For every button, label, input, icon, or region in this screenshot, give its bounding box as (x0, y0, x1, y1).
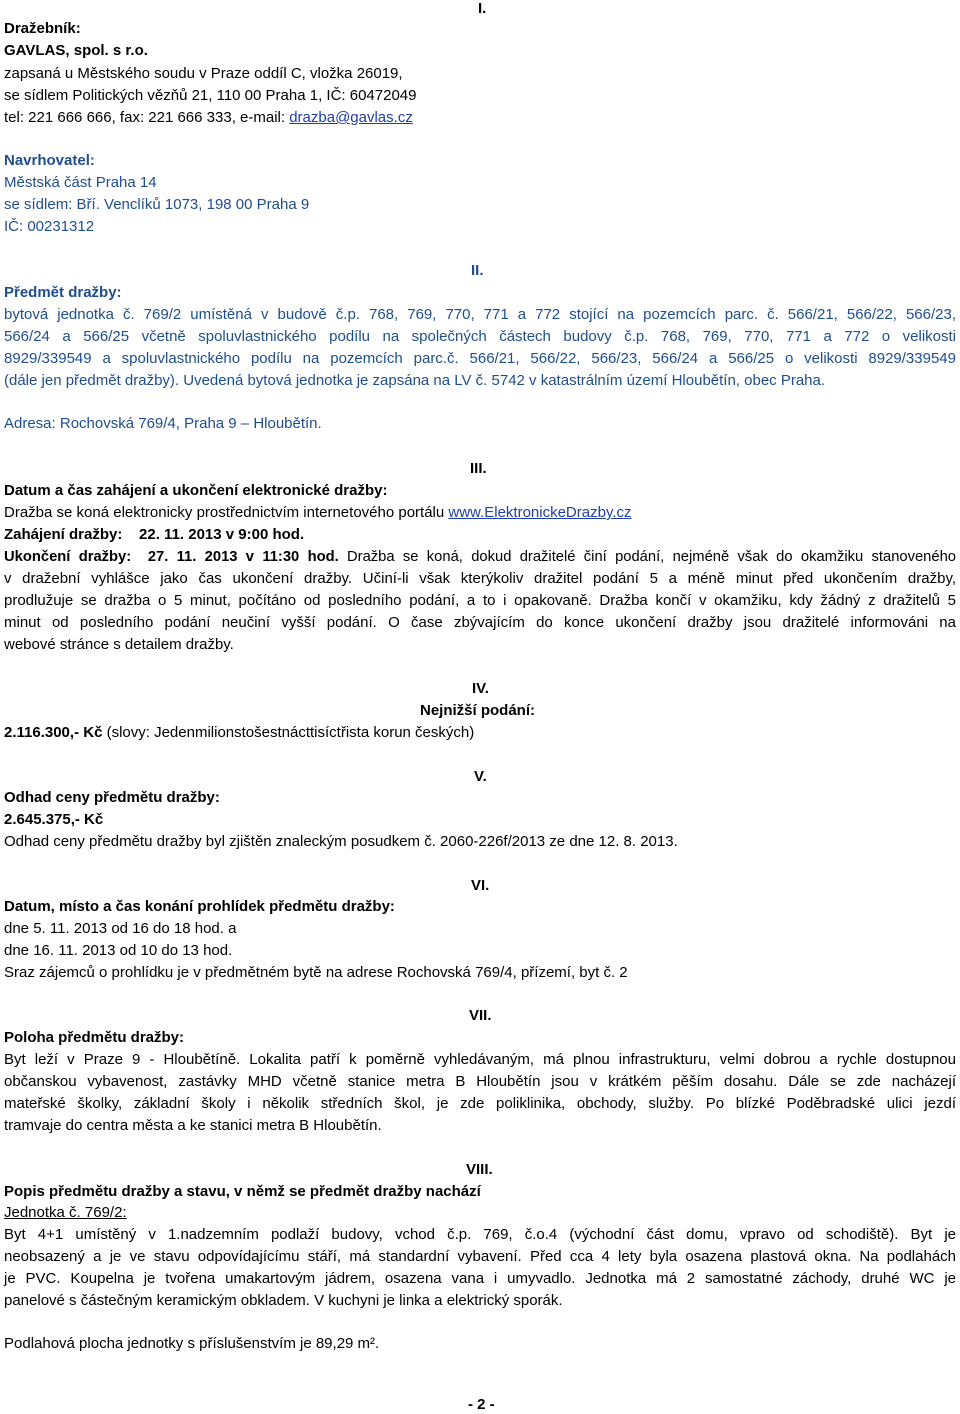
auction-end (4, 548, 956, 566)
section-numeral-1: I. (478, 0, 487, 17)
auctioneer-heading: Dražebník: (4, 20, 81, 37)
section-numeral-7: VII. (469, 1007, 492, 1024)
auctioneer-contact (4, 109, 413, 127)
auctioneer-name: GAVLAS, spol. s r.o. (4, 42, 148, 59)
auctioneer-address: se sídlem Politických vězňů 21, 110 00 Praha 1, IČ: 60472049 (4, 87, 417, 104)
section2-line-1: bytová jednotka č. 769/2 umístěná v budově č.p. 768, 769, 770, 771 a 772 stojící na pozemcích parc. č. 566/21, 566/22, 566/23, (4, 306, 956, 323)
minimum-bid-words: (slovy: Jedenmilionstošestnácttisíctřista korun českých) (102, 724, 475, 741)
section7-line-1: Byt leží v Praze 9 - Hloubětíně. Lokalita patří k poměrně vyhledávaným, má plnou infrastrukturu, velmi dobrou a rychle dostupnou (4, 1051, 956, 1068)
section8-line-4: panelové s částečným keramickým obkladem. V kuchyni je linka a elektrický sporák. (4, 1292, 563, 1309)
section7-line-3: mateřské školky, základní školy i několik středních škol, je zde poliklinika, obchody, služby. Po blízké Poděbradské ulici jezdí (4, 1095, 956, 1112)
viewing-meeting-point: Sraz zájemců o prohlídku je v předmětném bytě na adrese Rochovská 769/4, přízemí, byt č. 2 (4, 964, 628, 981)
auction-end-label: Ukončení dražby: (4, 549, 132, 565)
auctioneer-contact-text: tel: 221 666 666, fax: 221 666 333, e-mail: (4, 109, 290, 126)
section7-heading: Poloha předmětu dražby: (4, 1029, 185, 1046)
section-numeral-8: VIII. (466, 1161, 493, 1178)
section-numeral-5: V. (474, 768, 487, 785)
section8-line-1: Byt 4+1 umístěný v 1.nadzemním podlaží budovy, vchod č.p. 769, č.o.4 (východní část domu, vpravo od schodiště). Byt je (4, 1226, 956, 1243)
auction-start (4, 526, 304, 544)
section2-heading: Předmět dražby: (4, 284, 122, 301)
proposer-name: Městská část Praha 14 (4, 174, 157, 191)
section-numeral-2: II. (471, 262, 484, 279)
section2-line-4: (dále jen předmět dražby). Uvedená bytová jednotka je zapsána na LV č. 5742 v katastrálním území Hloubětín, obec Praha. (4, 372, 826, 389)
minimum-bid-amount: 2.116.300,- Kč (4, 724, 103, 741)
proposer-address: se sídlem: Bří. Venclíků 1073, 198 00 Praha 9 (4, 196, 310, 213)
section-numeral-6: VI. (471, 877, 490, 894)
section-numeral-3: III. (470, 460, 487, 477)
floor-area: Podlahová plocha jednotky s příslušenstvím je 89,29 m². (4, 1335, 380, 1352)
section8-line-2: neobsazený a je ve stavu odpovídajícímu stáří, má standardní vybavení. Před cca 4 lety byla osazena plastová okna. Na podlahách (4, 1248, 956, 1265)
portal-link[interactable]: www.ElektronickeDrazby.cz (448, 504, 632, 521)
section6-heading: Datum, místo a čas konání prohlídek předmětu dražby: (4, 898, 395, 915)
section3-line-5: webové stránce s detailem dražby. (4, 636, 234, 653)
section8-line-3: je PVC. Koupelna je tvořena umakartovým jádrem, osazena vana i umyvadlo. Jednotka má 2 samostatné záchody, druhé WC je (4, 1270, 956, 1287)
section7-line-2: občanskou vybavenost, zastávky MHD včetně stanice metra B Hloubětín jsou v krátkém pěším dosahu. Dále se zde nacházejí (4, 1073, 956, 1090)
viewing-date-2: dne 16. 11. 2013 od 10 do 13 hod. (4, 942, 233, 959)
section2-address: Adresa: Rochovská 769/4, Praha 9 – Hloubětín. (4, 415, 322, 432)
proposer-heading: Navrhovatel: (4, 152, 95, 169)
section3-portal-text: Dražba se koná elektronicky prostřednictvím internetového portálu (4, 504, 449, 521)
estimated-price: 2.645.375,- Kč (4, 811, 104, 828)
page-number: - 2 - (468, 1396, 495, 1413)
section7-line-4: tramvaje do centra města a ke stanici metra B Hloubětín. (4, 1117, 382, 1134)
section-numeral-4: IV. (472, 680, 489, 697)
section5-heading: Odhad ceny předmětu dražby: (4, 789, 220, 806)
section4-heading: Nejnižší podání: (420, 702, 536, 719)
estimate-note: Odhad ceny předmětu dražby byl zjištěn znaleckým posudkem č. 2060-226f/2013 ze dne 12. 8. 2013. (4, 833, 678, 850)
section3-line-4: minut od posledního podání neučiní vyšší podání. O čase zbývajícím do konce ukončení dražby jsou dražitelé informováni na (4, 614, 956, 631)
section3-line-3: prodlužuje se dražba o 5 minut, počítáno od posledního podání, a to i opakovaně. Dražba končí v okamžiku, kdy žádný z dražitelů 5 (4, 592, 956, 609)
section2-line-2: 566/24 a 566/25 včetně spoluvlastnického podílu na společných částech budovy č.p. 768, 769, 770, 771 a 772 o velikosti (4, 328, 956, 345)
section3-portal-line (4, 504, 632, 522)
auction-end-rest: Dražba se koná, dokud dražitelé činí podání, nejméně však do okamžiku stanoveného (347, 549, 956, 565)
section3-line-2: v dražební vyhlášce jako čas ukončení dražby. Učiní-li však kterýkoliv dražitel podání 5 a méně minut před ukončením dražby, (4, 570, 956, 587)
minimum-bid (4, 724, 474, 742)
auctioneer-registration: zapsaná u Městského soudu v Praze oddíl C, vložka 26019, (4, 65, 403, 82)
section2-line-3: 8929/339549 a spoluvlastnického podílu na pozemcích parc.č. 566/21, 566/22, 566/23, 566/24 a 566/25 o velikosti 8929/339549 (4, 350, 956, 367)
proposer-ic: IČ: 00231312 (4, 218, 95, 235)
email-link[interactable]: drazba@gavlas.cz (289, 109, 413, 126)
viewing-date-1: dne 5. 11. 2013 od 16 do 18 hod. a (4, 920, 237, 937)
auction-start-label: Zahájení dražby: (4, 526, 123, 543)
section3-heading: Datum a čas zahájení a ukončení elektronické dražby: (4, 482, 388, 499)
auction-end-value: 27. 11. 2013 v 11:30 hod. (147, 549, 339, 565)
unit-label: Jednotka č. 769/2: (4, 1204, 127, 1221)
auction-start-value: 22. 11. 2013 v 9:00 hod. (139, 526, 305, 543)
section8-heading: Popis předmětu dražby a stavu, v němž se předmět dražby nachází (4, 1183, 481, 1200)
